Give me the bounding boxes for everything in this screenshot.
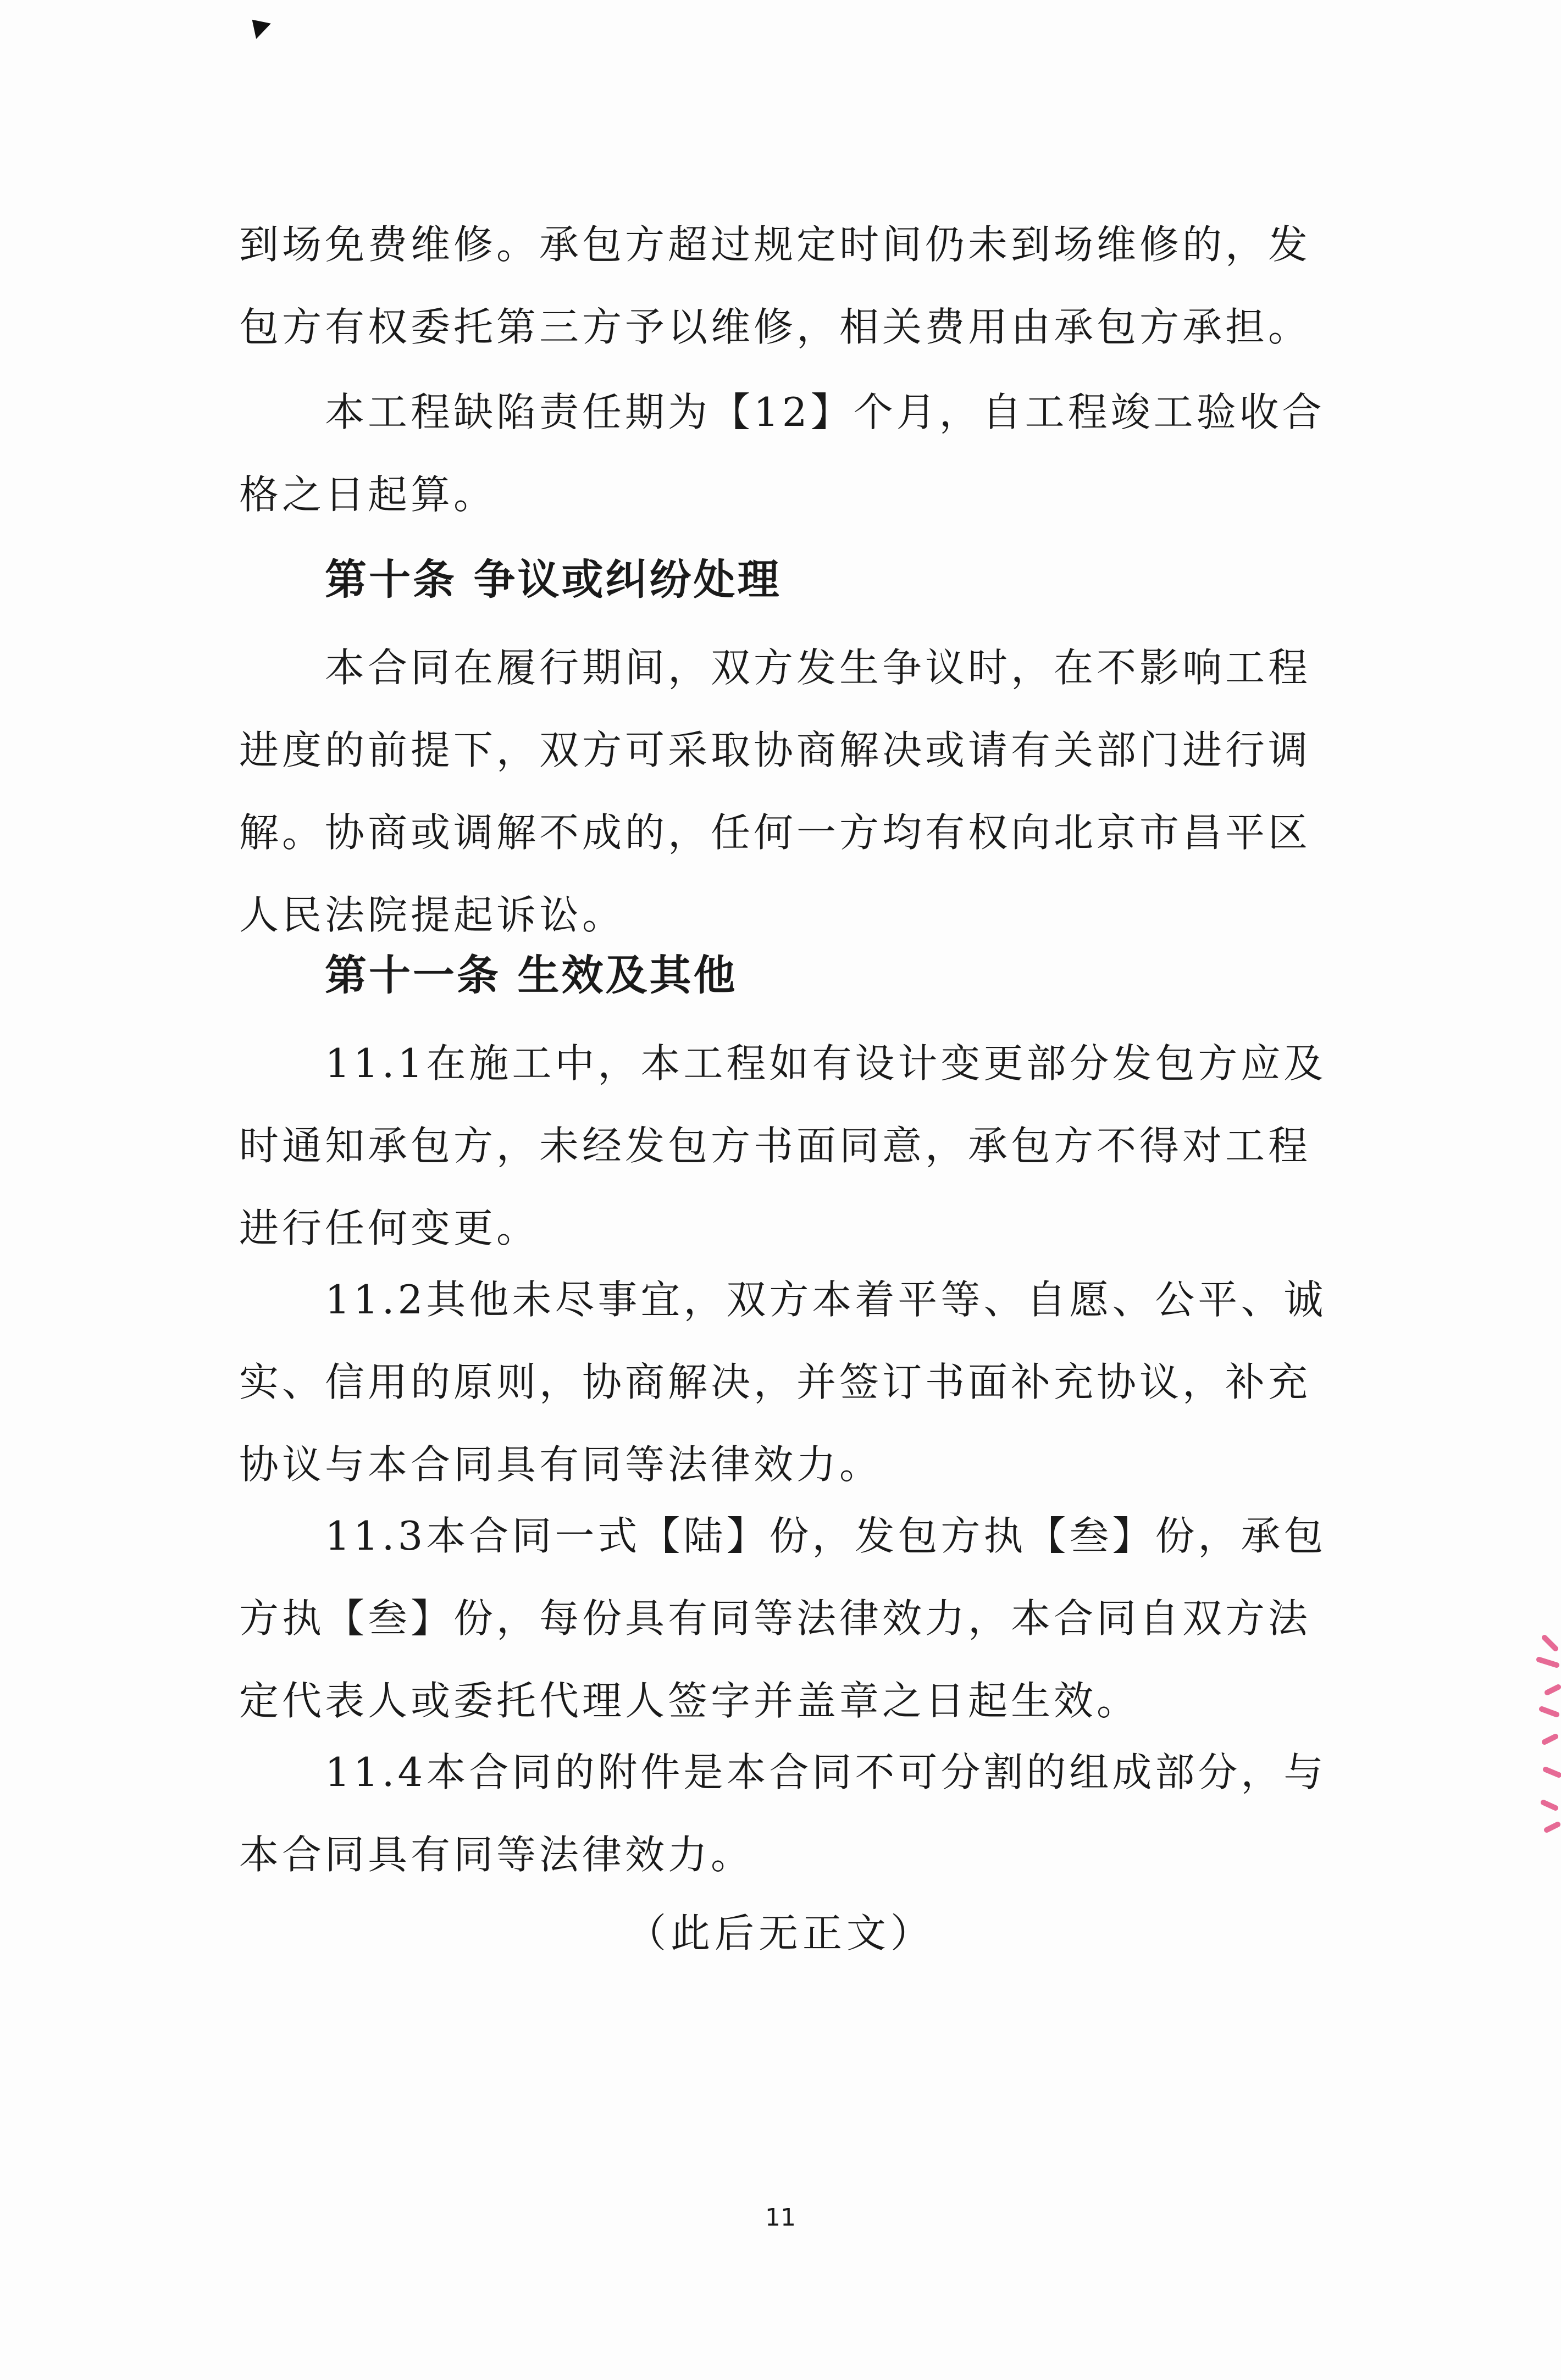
paragraph-11-1: 11.1在施工中，本工程如有设计变更部分发包方应及时通知承包方，未经发包方书面同意，承包方不得对工程进行任何变更。 [239, 1040, 1327, 1251]
paragraph-11-2: 11.2其他未尽事宜，双方本着平等、自愿、公平、诚实、信用的原则，协商解决，并签订书面补充协议，补充协议与本合同具有同等法律效力。 [239, 1277, 1327, 1488]
corner-mark-icon [252, 16, 274, 39]
page-number: 11 [765, 2204, 796, 2232]
end-of-text-note: （此后无正文） [626, 1910, 934, 1956]
seal-fragment-icon [1523, 1627, 1561, 1846]
paragraph-warranty-repair: 到场免费维修。承包方超过规定时间仍未到场维修的，发包方有权委托第三方予以维修，相关费用由承包方承担。 [239, 221, 1311, 350]
paragraph-defect-period: 本工程缺陷责任期为【12】个月，自工程竣工验收合格之日起算。 [239, 389, 1325, 518]
paragraph-11-3: 11.3本合同一式【陆】份，发包方执【叁】份，承包方执【叁】份，每份具有同等法律效力，本合同自双方法定代表人或委托代理人签字并盖章之日起生效。 [239, 1513, 1327, 1724]
heading-article-10: 第十条 争议或纠纷处理 [325, 555, 782, 604]
heading-article-11: 第十一条 生效及其他 [325, 951, 738, 1000]
paragraph-dispute-resolution: 本合同在履行期间，双方发生争议时，在不影响工程进度的前提下，双方可采取协商解决或请有关部门进行调解。协商或调解不成的，任何一方均有权向北京市昌平区人民法院提起诉讼。 [239, 645, 1311, 938]
paragraph-11-4: 11.4本合同的附件是本合同不可分割的组成部分，与本合同具有同等法律效力。 [239, 1749, 1327, 1878]
